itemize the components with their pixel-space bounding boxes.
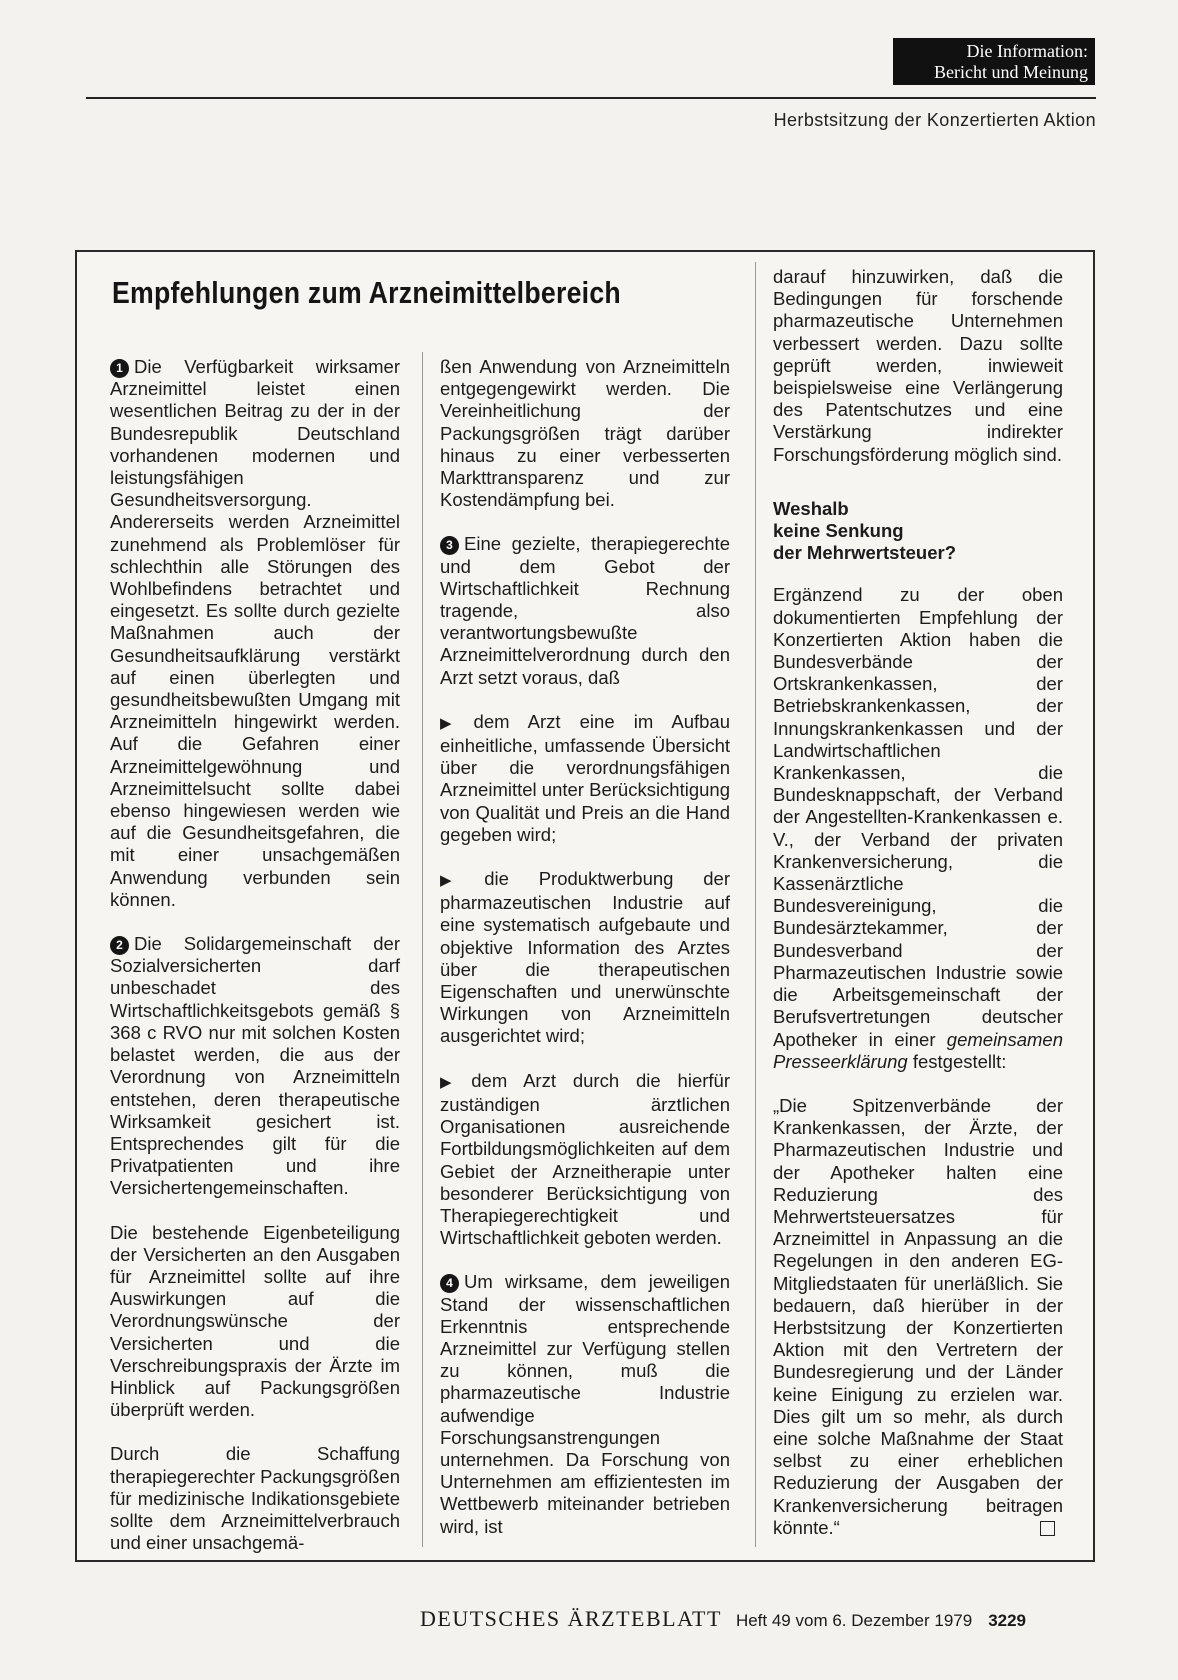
bullet-text: dem Arzt eine im Aufbau einheitliche, umfassende Übersicht über die verordnungsfähigen Arzneimittel unter Berücksichtigung von Qualität und Preis an die Hand gegeben wird; xyxy=(440,710,730,845)
quotation: „Die Spitzenverbände der Krankenkassen, der Ärzte, der Pharmazeutischen Industrie und der Apotheker halten eine Reduzierung des Mehrwertsteuersatzes für Arzneimittel in Anpassung an die Regelungen in den anderen EG-Mitgliedstaaten für unerläßlich. Sie bedauern, daß hierüber in der Herbstsitzung der Konzertierten Aktion mit den Vertretern der Bundesregierung und der Länder keine Einigung zu erzielen war. Dies gilt um so mehr, als durch eine solche Maßnahme der Staat selbst zu einer erheblichen Reduzierung der Ausgaben der Krankenversicherung beitragen könnte.“ xyxy=(773,1094,1063,1538)
column-divider-1 xyxy=(422,352,423,1547)
recommendation-3-text: Eine gezielte, therapiegerechte und dem Gebot der Wirtschaftlichkeit Rechnung tragende, also verantwortungsbewußte Arzneimittelverordnung durch den Arzt setzt voraus, daß xyxy=(440,533,730,688)
triangle-bullet-icon: ▶ xyxy=(440,872,477,890)
page-number: 3229 xyxy=(988,1611,1027,1630)
subheading-line-1: Weshalb xyxy=(773,497,849,519)
article-title: Empfehlungen zum Arzneimittelbereich xyxy=(112,275,621,310)
emphasis-text: gemeinsamen Presseerklärung xyxy=(773,1028,1063,1072)
bullet-item xyxy=(440,1070,730,1250)
column-2 xyxy=(440,356,730,1560)
header-rule xyxy=(86,97,1096,99)
subheading-line-2: keine Senkung xyxy=(773,520,904,542)
paragraph-forschung: darauf hinzuwirken, daß die Bedingungen für forschende pharmazeutische Unternehmen verbessert werden. Dazu sollte geprüft werden, inwieweit beispielsweise eine Verlängerung des Patentschutzes und eine Verstärkung indirekter Forschungsförderung möglich sind. xyxy=(773,266,1063,465)
bullet-text: die Produktwerbung der pharmazeutischen Industrie auf eine systematisch aufgebaute und objektive Information des Arztes über die therapeutischen Eigenschaften und unerwünschte Wirkungen von Arzneimitteln ausgerichtet wird; xyxy=(440,868,730,1047)
paragraph-continued: ßen Anwendung von Arzneimitteln entgegengewirkt werden. Die Vereinheitlichung der Packungsgrößen trägt darüber hinaus zu einer verbesserten Markttransparenz und zur Kostendämpfung bei. xyxy=(440,356,730,511)
publication-name: DEUTSCHES ÄRZTEBLATT xyxy=(420,1606,722,1631)
recommendation-1-text: Die Verfügbarkeit wirksamer Arzneimittel leistet einen wesentlichen Beitrag zu der in der Bundesrepublik Deutschland vorhandenen modernen und leistungsfähigen Gesundheitsversorgung. Andererseits werden Arzneimittel zunehmend als Problemlöser für schlechthin alle Störungen des Wohlbefindens betrachtet und eingesetzt. Es sollte durch gezielte Maßnahmen auch der Gesundheitsaufklärung verstärkt auf einen überlegten und gesundheitsbewußten Umgang mit Arzneimitteln hingewirkt werden. Auf die Gefahren einer Arzneimittelgewöhnung und Arzneimittelsucht sollte dabei ebenso hingewiesen werden wie auf die Gesundheitsgefahren, die mit einer unsachgemäßen Anwendung verbunden sein können. xyxy=(110,356,400,910)
issue-info: Heft 49 vom 6. Dezember 1979 xyxy=(735,1611,973,1630)
number-4-icon: 4 xyxy=(440,1274,459,1293)
end-mark-icon xyxy=(1040,1521,1055,1536)
section-badge xyxy=(893,38,1095,85)
paragraph-presseerklaerung: Ergänzend zu der oben dokumentierten Empfehlung der Konzertierten Aktion haben die Bundesverbände der Ortskrankenkassen, der Betriebskrankenkassen, der Innungskrankenkassen und der Landwirtschaftlichen Krankenkassen, die Bundesknappschaft, der Verband der Angestellten-Krankenkassen e. V., der Verband der privaten Krankenversicherung, die Kassenärztliche Bundesvereinigung, die Bundesärztekammer, der Bundesverband der Pharmazeutischen Industrie sowie die Arbeitsgemeinschaft der Berufsvertretungen deutscher Apotheker in einer gemeinsamen Presseerklärung festgestellt: xyxy=(773,584,1063,1072)
number-3-icon: 3 xyxy=(440,536,459,555)
recommendation-2 xyxy=(110,933,400,1199)
column-divider-2 xyxy=(755,262,756,1547)
column-3 xyxy=(773,266,1063,1561)
paragraph-packungsgroessen: Durch die Schaffung therapiegerechter Packungsgrößen für medizinische Indikationsgebiete sollte dem Arzneimittelverbrauch und einer unsachgemä- xyxy=(110,1443,401,1554)
recommendation-3 xyxy=(440,533,730,688)
bullet-text: dem Arzt durch die hierfür zuständigen ärztlichen Organisationen ausreichende Fortbildungsmöglichkeiten auf dem Gebiet der Arzneitherapie unter besonderer Berücksichtigung von Therapiegerechtigkeit und Wirtschaftlichkeit geboten werden. xyxy=(440,1069,730,1249)
subheading xyxy=(773,498,1063,565)
number-1-icon: 1 xyxy=(110,359,129,378)
subheading-line-3: der Mehrwertsteuer? xyxy=(773,542,956,564)
recommendation-4 xyxy=(440,1271,730,1537)
badge-line-2: Bericht und Meinung xyxy=(934,62,1088,82)
bullet-item xyxy=(440,868,730,1048)
badge-line-1: Die Information: xyxy=(966,41,1088,61)
paragraph-eigenbeteiligung: Die bestehende Eigenbeteiligung der Versicherten an den Ausgaben für Arzneimittel sollte auf ihre Auswirkungen auf die Verordnungswünsche der Versicherten und die Verschreibungspraxis der Ärzte im Hinblick auf Packungsgrößen überprüft werden. xyxy=(110,1221,400,1421)
section-title: Herbstsitzung der Konzertierten Aktion xyxy=(773,110,1096,130)
triangle-bullet-icon: ▶ xyxy=(440,714,466,732)
recommendation-1 xyxy=(110,356,400,911)
bullet-item xyxy=(440,711,730,846)
triangle-bullet-icon: ▶ xyxy=(440,1073,464,1091)
number-2-icon: 2 xyxy=(110,936,129,955)
column-1 xyxy=(110,356,400,1576)
recommendation-2-text: Die Solidargemeinschaft der Sozialversicherten darf unbeschadet des Wirtschaftlichkeitsgebots gemäß § 368 c RVO nur mit solchen Kosten belastet werden, die aus der Verordnung von Arzneimitteln entstehen, deren therapeutische Wirksamkeit gesichert ist. Entsprechendes gilt für die Privatpatienten und ihre Versichertengemeinschaften. xyxy=(110,933,400,1199)
page-footer xyxy=(420,1606,1026,1632)
recommendation-4-text: Um wirksame, dem jeweiligen Stand der wissenschaftlichen Erkenntnis entsprechende Arzneimittel zur Verfügung stellen zu können, muß die pharmazeutische Industrie aufwendige Forschungsanstrengungen unternehmen. Da Forschung von Unternehmen am effizientesten im Wettbewerb miteinander betrieben wird, ist xyxy=(440,1271,730,1537)
